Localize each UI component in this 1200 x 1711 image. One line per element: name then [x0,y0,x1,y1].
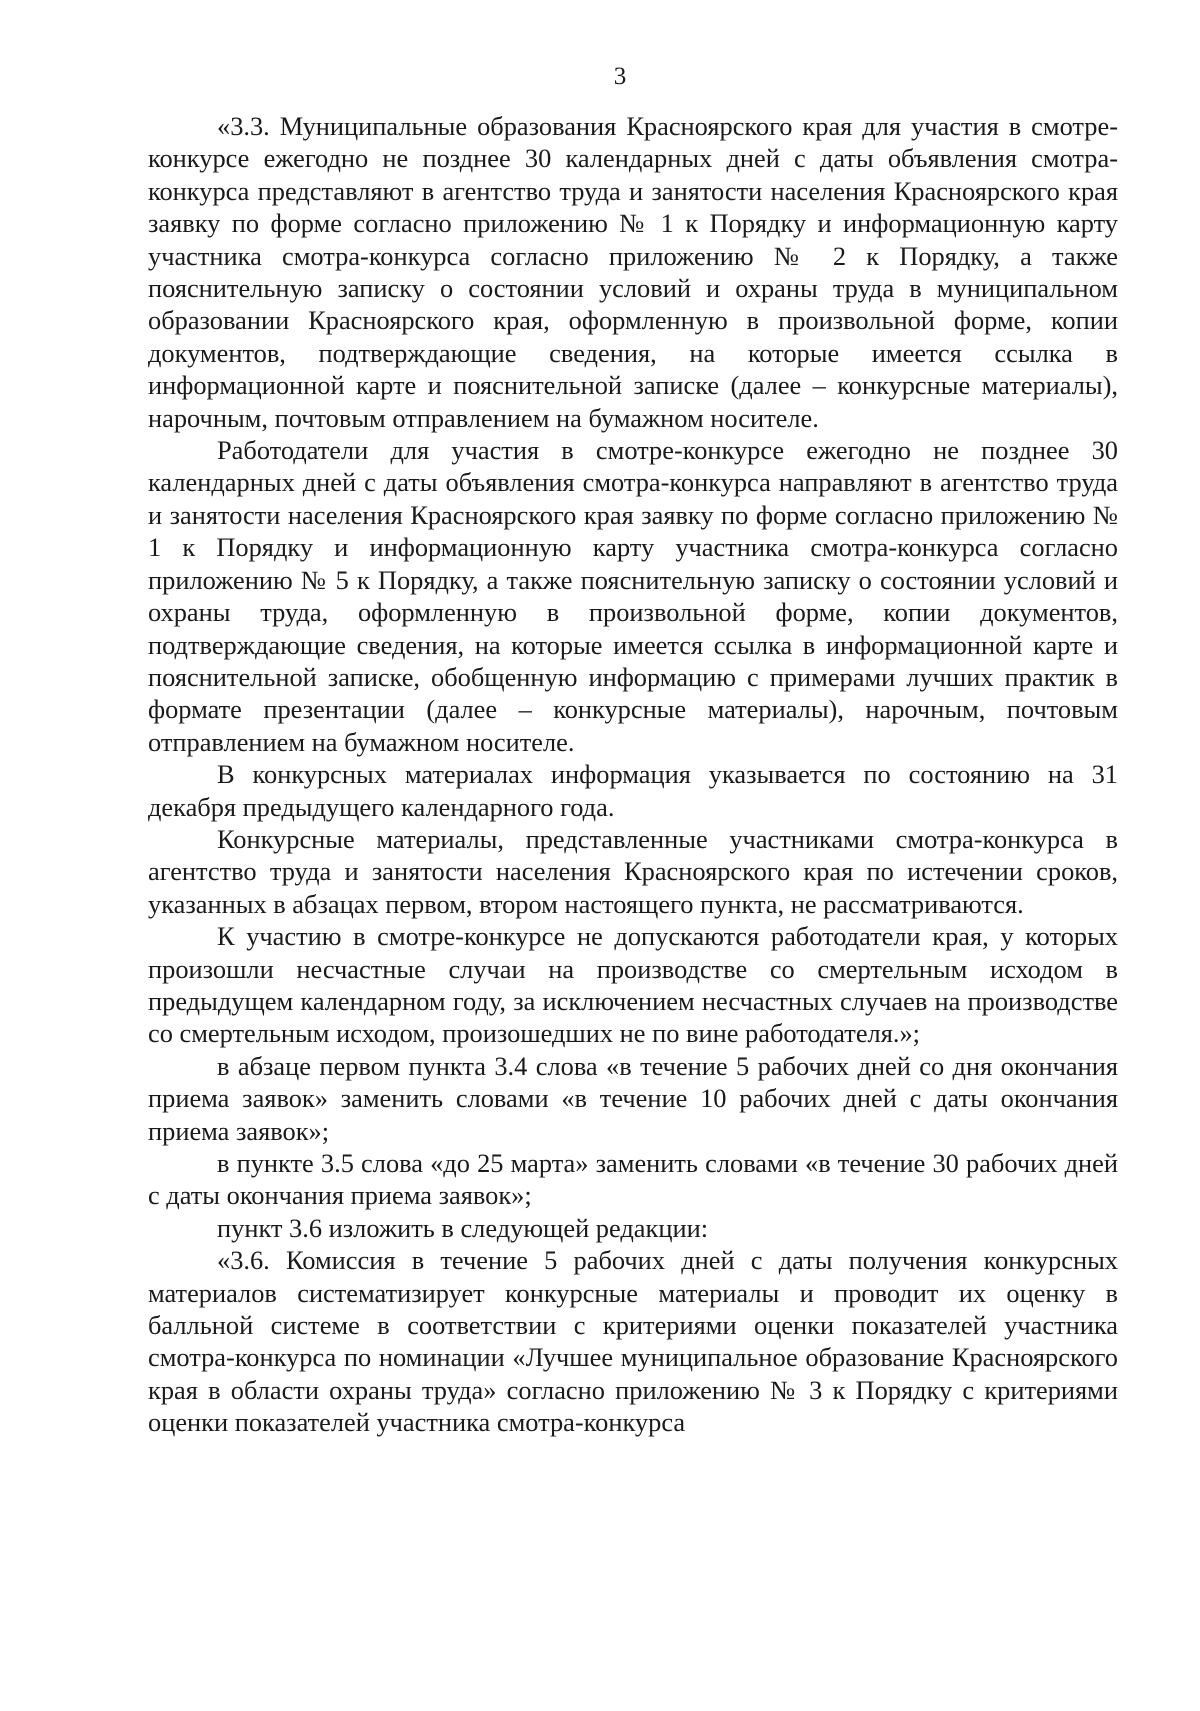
paragraph-amend-3-5: в пункте 3.5 слова «до 25 марта» заменить словами «в течение 30 рабочих дней с даты окончания приема заявок»; [148,1148,1118,1211]
paragraph-employers: Работодатели для участия в смотре-конкурсе ежегодно не позднее 30 календарных дней с даты объявления смотра-конкурса направляют в агентство труда и занятости населения Красноярского края заявку по форме согласно приложению № 1 к Порядку и информационную карту участника смотра-конкурса согласно приложению № 5 к Порядку, а также пояснительную записку о состоянии условий и охраны труда, оформленную в произвольной форме, копии документов, подтверждающие сведения, на которые имеется ссылка в информационной карте и пояснительной записке, обобщенную информацию с примерами лучших практик в формате презентации (далее – конкурсные материалы), нарочным, почтовым отправлением на бумажном носителе. [148,435,1118,757]
paragraph-exclusion: К участию в смотре-конкурсе не допускаются работодатели края, у которых произошли несчастные случаи на производстве со смертельным исходом в предыдущем календарном году, за исключением несчастных случаев на производстве со смертельным исходом, произошедших не по вине работодателя.»; [148,921,1118,1049]
paragraph-info-date: В конкурсных материалах информация указывается по состоянию на 31 декабря предыдущего календарного года. [148,759,1118,822]
paragraph-amend-3-6-intro: пункт 3.6 изложить в следующей редакции: [217,1212,709,1243]
paragraph-late-materials: Конкурсные материалы, представленные участниками смотра-конкурса в агентство труда и занятости населения Красноярского края по истечении сроков, указанных в абзацах первом, втором настоящего пункта, не рассматриваются. [148,823,1118,919]
paragraph-amend-3-4: в абзаце первом пункта 3.4 слова «в течение 5 рабочих дней со дня окончания приема заявок» заменить словами «в течение 10 рабочих дней с даты окончания приема заявок»; [148,1050,1118,1146]
paragraph-3-3: «3.3. Муниципальные образования Красноярского края для участия в смотре-конкурсе ежегодно не позднее 30 календарных дней с даты объявления смотра-конкурса представляют в агентство труда и занятости населения Красноярского края заявку по форме согласно приложению № 1 к Порядку и информационную карту участника смотра-конкурса согласно приложению № 2 к Порядку, а также пояснительную записку о состоянии условий и охраны труда в муниципальном образовании Красноярского края, оформленную в произвольной форме, копии документов, подтверждающие сведения, на которые имеется ссылка в информационной карте и пояснительной записке (далее – конкурсные материалы), нарочным, почтовым отправлением на бумажном носителе. [148,111,1118,433]
page-number: 3 [613,63,627,90]
document-body [148,110,1118,1439]
paragraph-3-6: «3.6. Комиссия в течение 5 рабочих дней с даты получения конкурсных материалов систематизирует конкурсные материалы и проводит их оценку в балльной системе в соответствии с критериями оценки показателей участника смотра-конкурса по номинации «Лучшее муниципальное образование Красноярского края в области охраны труда» согласно приложению № 3 к Порядку с критериями оценки показателей участника смотра-конкурса [148,1245,1118,1438]
